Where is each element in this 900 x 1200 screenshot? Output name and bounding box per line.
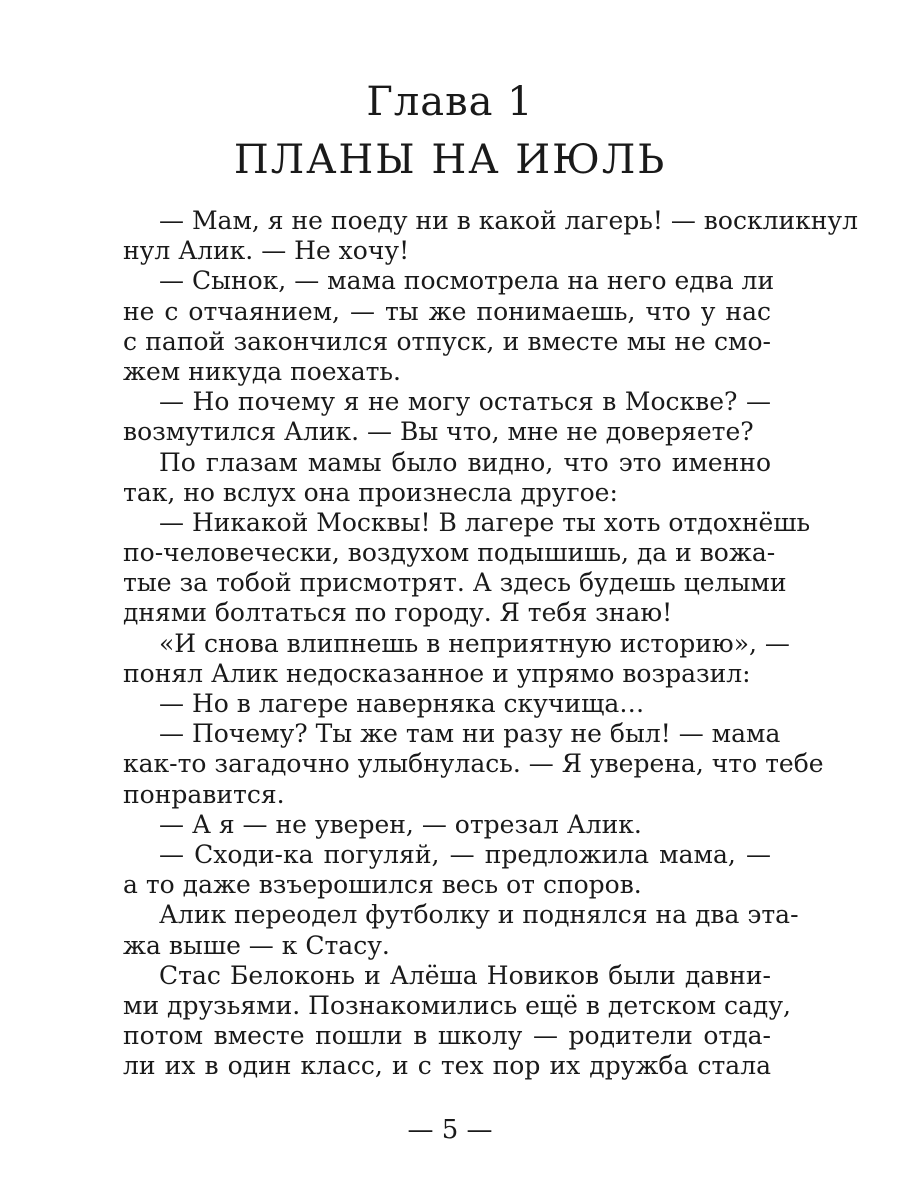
text-line: — Мам, я не поеду ни в какой лагерь! — воскликнул bbox=[159, 206, 858, 235]
text-line: не с отчаянием, — ты же понимаешь, что у нас bbox=[123, 296, 771, 326]
text-line: как-то загадочно улыбнулась. — Я уверена, что тебе bbox=[123, 749, 824, 779]
text-line: по-человечески, воздухом подышишь, да и вожа- bbox=[123, 538, 776, 568]
text-line: — Сынок, — мама посмотрела на него едва ли bbox=[159, 266, 775, 296]
text-line: ми друзьями. Познакомились ещё в детском саду, bbox=[123, 990, 791, 1020]
chapter-title: ПЛАНЫ НА ИЮЛЬ bbox=[233, 137, 667, 183]
text-line: Стас Белоконь и Алёша Новиков были давни- bbox=[159, 960, 771, 990]
text-line: — Почему? Ты же там ни разу не был! — мама bbox=[159, 719, 781, 749]
text-line: понравится. bbox=[123, 779, 285, 809]
text-line: По глазам мамы было видно, что это именно bbox=[159, 447, 771, 477]
text-line: днями болтаться по городу. Я тебя знаю! bbox=[123, 598, 673, 628]
text-line: Алик переодел футболку и поднялся на два эта- bbox=[159, 900, 799, 930]
text-line: тые за тобой присмотрят. А здесь будешь целыми bbox=[123, 568, 787, 598]
text-line: «И снова влипнешь в неприятную историю», — bbox=[159, 628, 790, 658]
text-line: так, но вслух она произнесла другое: bbox=[123, 477, 618, 507]
chapter-text bbox=[123, 206, 858, 1081]
text-line: понял Алик недосказанное и упрямо возразил: bbox=[123, 658, 751, 688]
text-line: возмутился Алик. — Вы что, мне не доверяете? bbox=[123, 417, 754, 447]
text-line: жем никуда поехать. bbox=[123, 356, 401, 386]
text-line: ли их в один класс, и с тех пор их дружба стала bbox=[123, 1051, 771, 1081]
text-line: — Сходи-ка погуляй, — предложила мама, — bbox=[159, 839, 771, 869]
text-line: жа выше — к Стасу. bbox=[123, 930, 390, 960]
page-number: — 5 — bbox=[407, 1115, 493, 1145]
text-line: нул Алик. — Не хочу! bbox=[123, 236, 410, 266]
text-line: с папой закончился отпуск, и вместе мы не смо- bbox=[123, 326, 771, 356]
text-line: а то даже взъерошился весь от споров. bbox=[123, 870, 642, 900]
text-line: потом вместе пошли в школу — родители отда- bbox=[123, 1021, 771, 1051]
text-line: — Но в лагере наверняка скучища… bbox=[159, 689, 645, 718]
chapter-number: Глава 1 bbox=[366, 79, 534, 125]
text-line: — А я — не уверен, — отрезал Алик. bbox=[159, 809, 642, 839]
text-line: — Но почему я не могу остаться в Москве? — bbox=[159, 387, 771, 417]
text-line: — Никакой Москвы! В лагере ты хоть отдохнёшь bbox=[159, 507, 811, 537]
